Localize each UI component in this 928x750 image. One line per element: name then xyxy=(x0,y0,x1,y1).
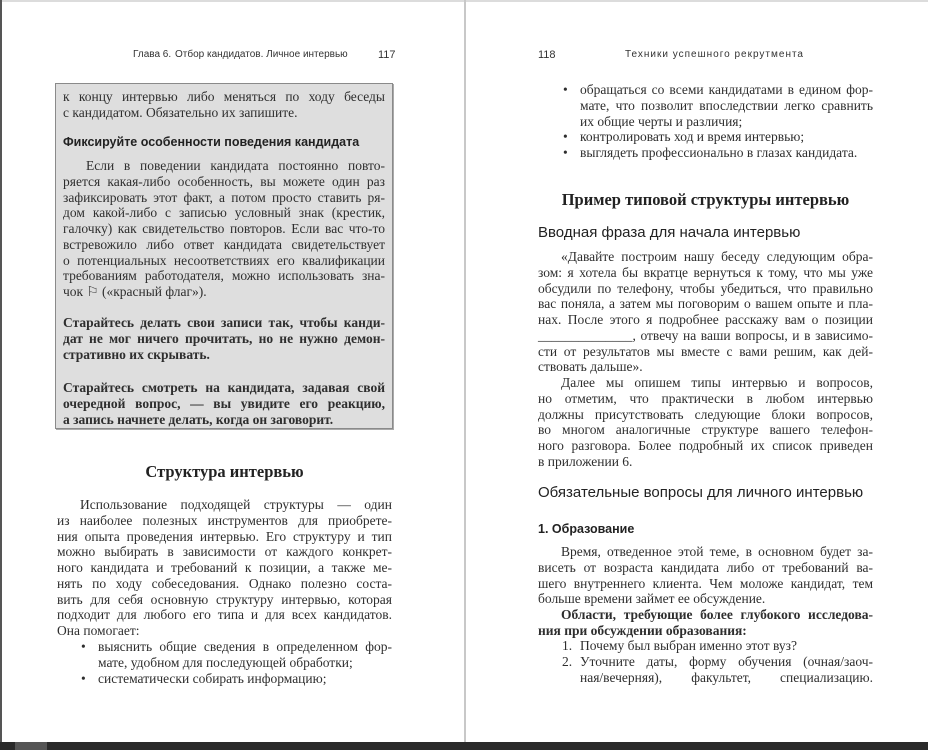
text-line: обсудили по телефону, чтобы убедиться, что правильно xyxy=(538,280,873,296)
text-line: ния опыта проведения интервью. Его структуру и тип xyxy=(57,528,392,544)
bullet-item xyxy=(563,129,873,145)
text-line: но отметим, что практически в любом интервью xyxy=(538,390,873,406)
text-line: контролировать ход и время интервью; xyxy=(580,129,805,145)
running-header-title: Техники успешного рекрутмента xyxy=(625,49,804,60)
text-line: а запись начнете делать, когда он заговорит. xyxy=(63,411,334,427)
text-line: Использование подходящей структуры — один xyxy=(80,497,392,512)
text-line: чок ⚐ («красный флаг»). xyxy=(63,284,207,299)
running-header-title: Отбор кандидатов. Личное интервью xyxy=(175,49,348,60)
text-line: зафиксировать этот факт, а потом просто ставить ря- xyxy=(63,189,385,205)
text-line: висеть от возраста кандидата либо от требований ва- xyxy=(538,559,873,575)
text-line: выглядеть профессионально в глазах кандидата. xyxy=(580,145,858,160)
text-line: шего внутреннего клиента. Чем моложе кандидат, тем xyxy=(538,575,873,591)
text-line: мате, что позволит впоследствии легко сравнить xyxy=(580,97,873,113)
bullet-icon: • xyxy=(563,82,568,97)
text-line: дат не мог ничего прочитать, но не нужно демон- xyxy=(63,330,385,346)
item-number: 1. xyxy=(562,638,573,653)
text-line: нять по ходу собеседования. Однако полезно соста- xyxy=(57,575,392,591)
text-line: больше времени займет ее обсуждение. xyxy=(538,591,766,607)
section-heading: Пример типовой структуры интервью xyxy=(561,190,850,209)
text-line: галочку) как свидетельство повторов. Если вас что-то xyxy=(63,221,385,236)
box-heading: Фиксируйте особенности поведения кандидата xyxy=(63,135,360,149)
bullet-icon: • xyxy=(563,129,568,145)
book-gutter xyxy=(464,0,466,742)
text-line: дом какой-либо с записью условный знак (крестик, xyxy=(63,205,385,221)
text-line: зом: я хотела бы вкратце вернуться к тому, что мы уже xyxy=(538,264,873,280)
quote-paragraph xyxy=(538,249,873,375)
text-line: ная/вечерняя), факультет, специализацию. xyxy=(580,669,873,685)
bullet-icon: • xyxy=(563,145,568,160)
text-line: ствовать дальше». xyxy=(538,359,643,375)
text-line: мате, удобном для последующей обработки; xyxy=(98,654,353,670)
numbered-list xyxy=(562,638,873,685)
text-line: ряется какая-либо особенность, вы можете один раз xyxy=(63,173,385,189)
text-line: вас поняла, а затем мы поговорим о вашем опыте и пла- xyxy=(538,296,873,312)
text-line: требованиям работодателя, можно использовать зна- xyxy=(63,268,385,284)
text-line: Почему был выбран именно этот вуз? xyxy=(580,638,797,653)
page-left-edge xyxy=(0,0,2,742)
box-paragraph-3 xyxy=(63,315,385,362)
text-line: «Давайте построим нашу беседу следующим обра- xyxy=(561,249,873,264)
text-line: обращаться со всеми кандидатами в едином фор- xyxy=(580,82,873,97)
text-line: можно выбирать в зависимости от каждого конкрет- xyxy=(57,544,392,560)
text-line: стративно их скрывать. xyxy=(63,346,210,362)
bullet-item xyxy=(81,639,392,671)
text-line: их общие черты и различия; xyxy=(580,113,743,129)
bullet-list xyxy=(563,82,873,161)
body-paragraph xyxy=(57,497,392,639)
numbered-item xyxy=(562,638,873,654)
bullet-item xyxy=(563,145,873,161)
text-line: нах. После этого я подробнее расскажу вам о позиции xyxy=(538,312,873,327)
text-line: вить для себя основную структуру интервью, которая xyxy=(57,591,392,607)
text-line: в приложении 6. xyxy=(538,453,633,469)
subsection-heading: 1. Образование xyxy=(538,522,635,536)
text-line: Старайтесь делать свои записи так, чтобы канди- xyxy=(63,315,385,330)
bullet-icon: • xyxy=(81,670,86,686)
text-line: Если в поведении кандидата постоянно повто- xyxy=(86,158,385,173)
text-line: должны присутствовать следующие блоки вопросов, xyxy=(538,406,873,422)
text-line: Области, требующие более глубокого исследова- xyxy=(561,607,873,622)
text-line: во многом аналогичные структуре вашего телефон- xyxy=(538,422,873,438)
subheading: Вводная фраза для начала интервью xyxy=(538,224,801,241)
text-line: выяснить общие сведения в определенном фор- xyxy=(98,639,392,654)
text-line: ния при обсуждении образования: xyxy=(538,622,747,638)
text-line: Далее мы опишем типы интервью и вопросов, xyxy=(561,375,873,390)
text-line: к концу интервью либо меняться по ходу беседы xyxy=(63,89,385,104)
bullet-list xyxy=(81,639,392,686)
body-paragraph xyxy=(538,375,873,470)
text-line: с кандидатом. Обязательно их запишите. xyxy=(63,104,298,120)
text-line: сти от результатов мы вместе с вами решим, как дей- xyxy=(538,343,873,359)
text-line: Уточните даты, форму обучения (очная/заоч- xyxy=(580,653,873,669)
education-paragraph xyxy=(538,544,873,607)
text-line: Она помогает: xyxy=(57,623,140,638)
text-line: Старайтесь смотреть на кандидата, задавая свой xyxy=(63,380,385,395)
text-line: ______________, отвечу на ваши вопросы, и в зависимо- xyxy=(538,327,873,343)
bullet-icon: • xyxy=(81,639,86,654)
bullet-item xyxy=(563,82,873,129)
text-line: Время, отведенное этой теме, в основном будет за- xyxy=(561,544,873,559)
text-line: очередной вопрос, — вы увидите его реакцию, xyxy=(63,395,385,411)
box-paragraph-4 xyxy=(63,380,385,427)
bullet-item xyxy=(81,670,392,687)
page-number: 118 xyxy=(538,49,556,61)
box-paragraph-2 xyxy=(63,158,385,300)
page-number: 117 xyxy=(378,49,396,61)
subheading-2: Обязательные вопросы для личного интервью xyxy=(538,484,864,501)
box-paragraph-1 xyxy=(63,89,385,121)
text-line: из наиболее полезных инструментов для приобрете- xyxy=(57,512,392,528)
section-heading: Структура интервью xyxy=(145,462,304,481)
text-line: ного разговора. Более подробный их список приведен xyxy=(538,438,873,453)
bottom-edge xyxy=(0,742,928,750)
text-line: систематически собирать информацию; xyxy=(98,670,327,686)
running-header-chapter: Глава 6. xyxy=(133,49,172,60)
text-line: подходит для любого его типа и для всех кандидатов. xyxy=(57,607,392,623)
numbered-item xyxy=(562,653,873,686)
text-line: о потенциальных несоответствиях его квалификации xyxy=(63,252,385,268)
item-number: 2. xyxy=(562,653,573,669)
text-line: встревожило либо ответ кандидата свидетельствует xyxy=(63,236,385,252)
bold-paragraph xyxy=(538,607,873,639)
text-line: ного кандидата и требований к позиции, а также ме- xyxy=(57,560,392,575)
